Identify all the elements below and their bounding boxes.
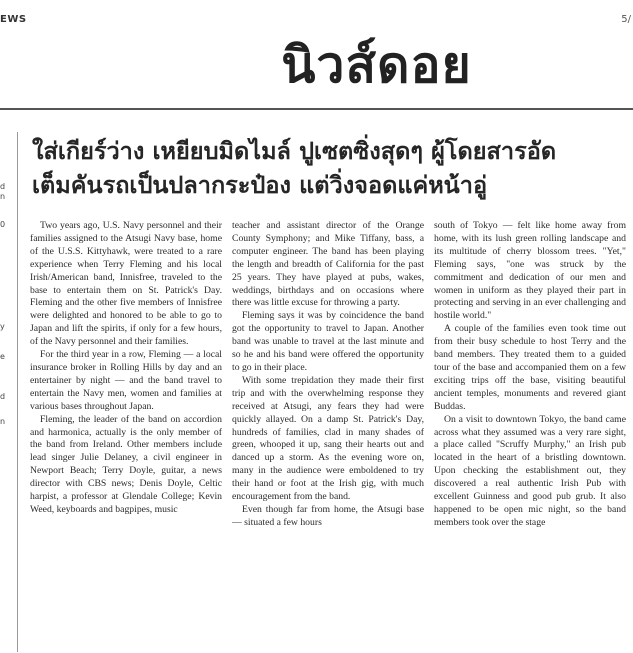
left-margin-strip: [0, 132, 14, 652]
left-strip-char: 0: [0, 220, 6, 229]
column-divider: [17, 132, 18, 652]
paragraph: For the third year in a row, Fleming — a local insurance broker in Rolling Hills by day and an entertainer by night — and the band travel to entertain the Navy men, women and families at various bases throughout Japan.: [30, 349, 222, 412]
masthead-title: นิวส์ดอย: [281, 36, 472, 94]
paragraph: On a visit to downtown Tokyo, the band came across what they assumed was a very rare sight, a place called "Scruffy Murphy," an Irish pub located in the heart of a bristling downtown. Upon checking the establishment out, they discovered a real authentic Irish Pub with excellent Guinness and good pub grub. It also happened to be open mic night, so the band members took over the stage: [434, 413, 626, 528]
paragraph: south of Tokyo — felt like home away from home, with its lush green rolling landscape and its multitude of cherry blossom trees. "Yet," Fleming says, "one was struck by the commitment and dedication of our men and women in uniform as they played their part in protecting and serving in an ever challenging and hostile world.": [434, 220, 626, 322]
article-headline: [32, 134, 622, 202]
article-body: [30, 220, 626, 648]
left-strip-char: n: [0, 417, 6, 426]
headline-line-2: เต็มคันรถเป็นปลากระป๋อง แต่วิ่งจอดแค่หน้าอู่: [32, 171, 488, 199]
article-column-3: [434, 220, 626, 648]
paragraph: teacher and assistant director of the Orange County Symphony; and Mike Tiffany, bass, a computer engineer. The band has been playing the length and breadth of California for the past 25 years. They have played at pubs, wakes, weddings, birthdays and on occasions where there was little excuse for throwing a party.: [232, 220, 424, 309]
paragraph: A couple of the families even took time out from their busy schedule to host Terry and the band members. They treated them to a guided tour of the base and accompanied them on a few exciting trips off the base, visiting beautiful ancient temples, monuments and revered giant Buddas.: [434, 323, 626, 412]
paragraph: Two years ago, U.S. Navy personnel and their families assigned to the Atsugi Navy base, home of the U.S.S. Kittyhawk, were treated to a rare experience when Terry Fleming and his local Irish/American band, Innisfree, traveled to the base to entertain them on St. Patrick's Day. Fleming and the other five members of Innisfree were delighted and honored to be able to go to Japan and lift the spirits, if only for a few hours, of the Navy personnel and their families.: [30, 220, 222, 348]
paragraph: With some trepidation they made their first trip and with the overwhelming response they received at Atsugi, any fears they had were quickly allayed. On a damp St. Patrick's Day, hundreds of families, clad in many shades of green, whooped it up, sang their hearts out and danced up a storm. As the evening wore on, many in the audience were emboldened to try their hand or foot at the Irish gig, with much encouragement from the band.: [232, 374, 424, 503]
masthead-rule: [0, 108, 633, 110]
paragraph: Even though far from home, the Atsugi base — situated a few hours: [232, 503, 424, 528]
left-strip-char: y: [0, 322, 5, 331]
article-column-1: [30, 220, 222, 648]
article-column-2: [232, 220, 424, 648]
left-strip-char: e: [0, 352, 5, 361]
headline-line-1: ใส่เกียร์ว่าง เหยียบมิดไมล์ ปูเซตซิ่งสุดๆ ผู้โดยสารอัด: [32, 137, 557, 165]
paragraph: Fleming says it was by coincidence the band got the opportunity to travel to Japan. Another band was unable to travel at the last minute and so he and his band were offered the opportunity to go in their place.: [232, 310, 424, 373]
left-strip-char: d: [0, 392, 6, 401]
left-strip-char: n: [0, 192, 6, 201]
section-label: EWS: [0, 14, 27, 25]
left-strip-char: d: [0, 182, 6, 191]
paragraph: Fleming, the leader of the band on accordion and harmonica, actually is the only member of the band from Ireland. Other members include lead singer Julie Delaney, a civil engineer in Newport Beach; Terry Doyle, guitar, a news director with CBS news; Denis Doyle, Celtic harpist, a professor at Glendale College; Kevin Weed, keyboards and bagpipes, music: [30, 413, 222, 515]
page-number: 5/: [621, 14, 631, 25]
